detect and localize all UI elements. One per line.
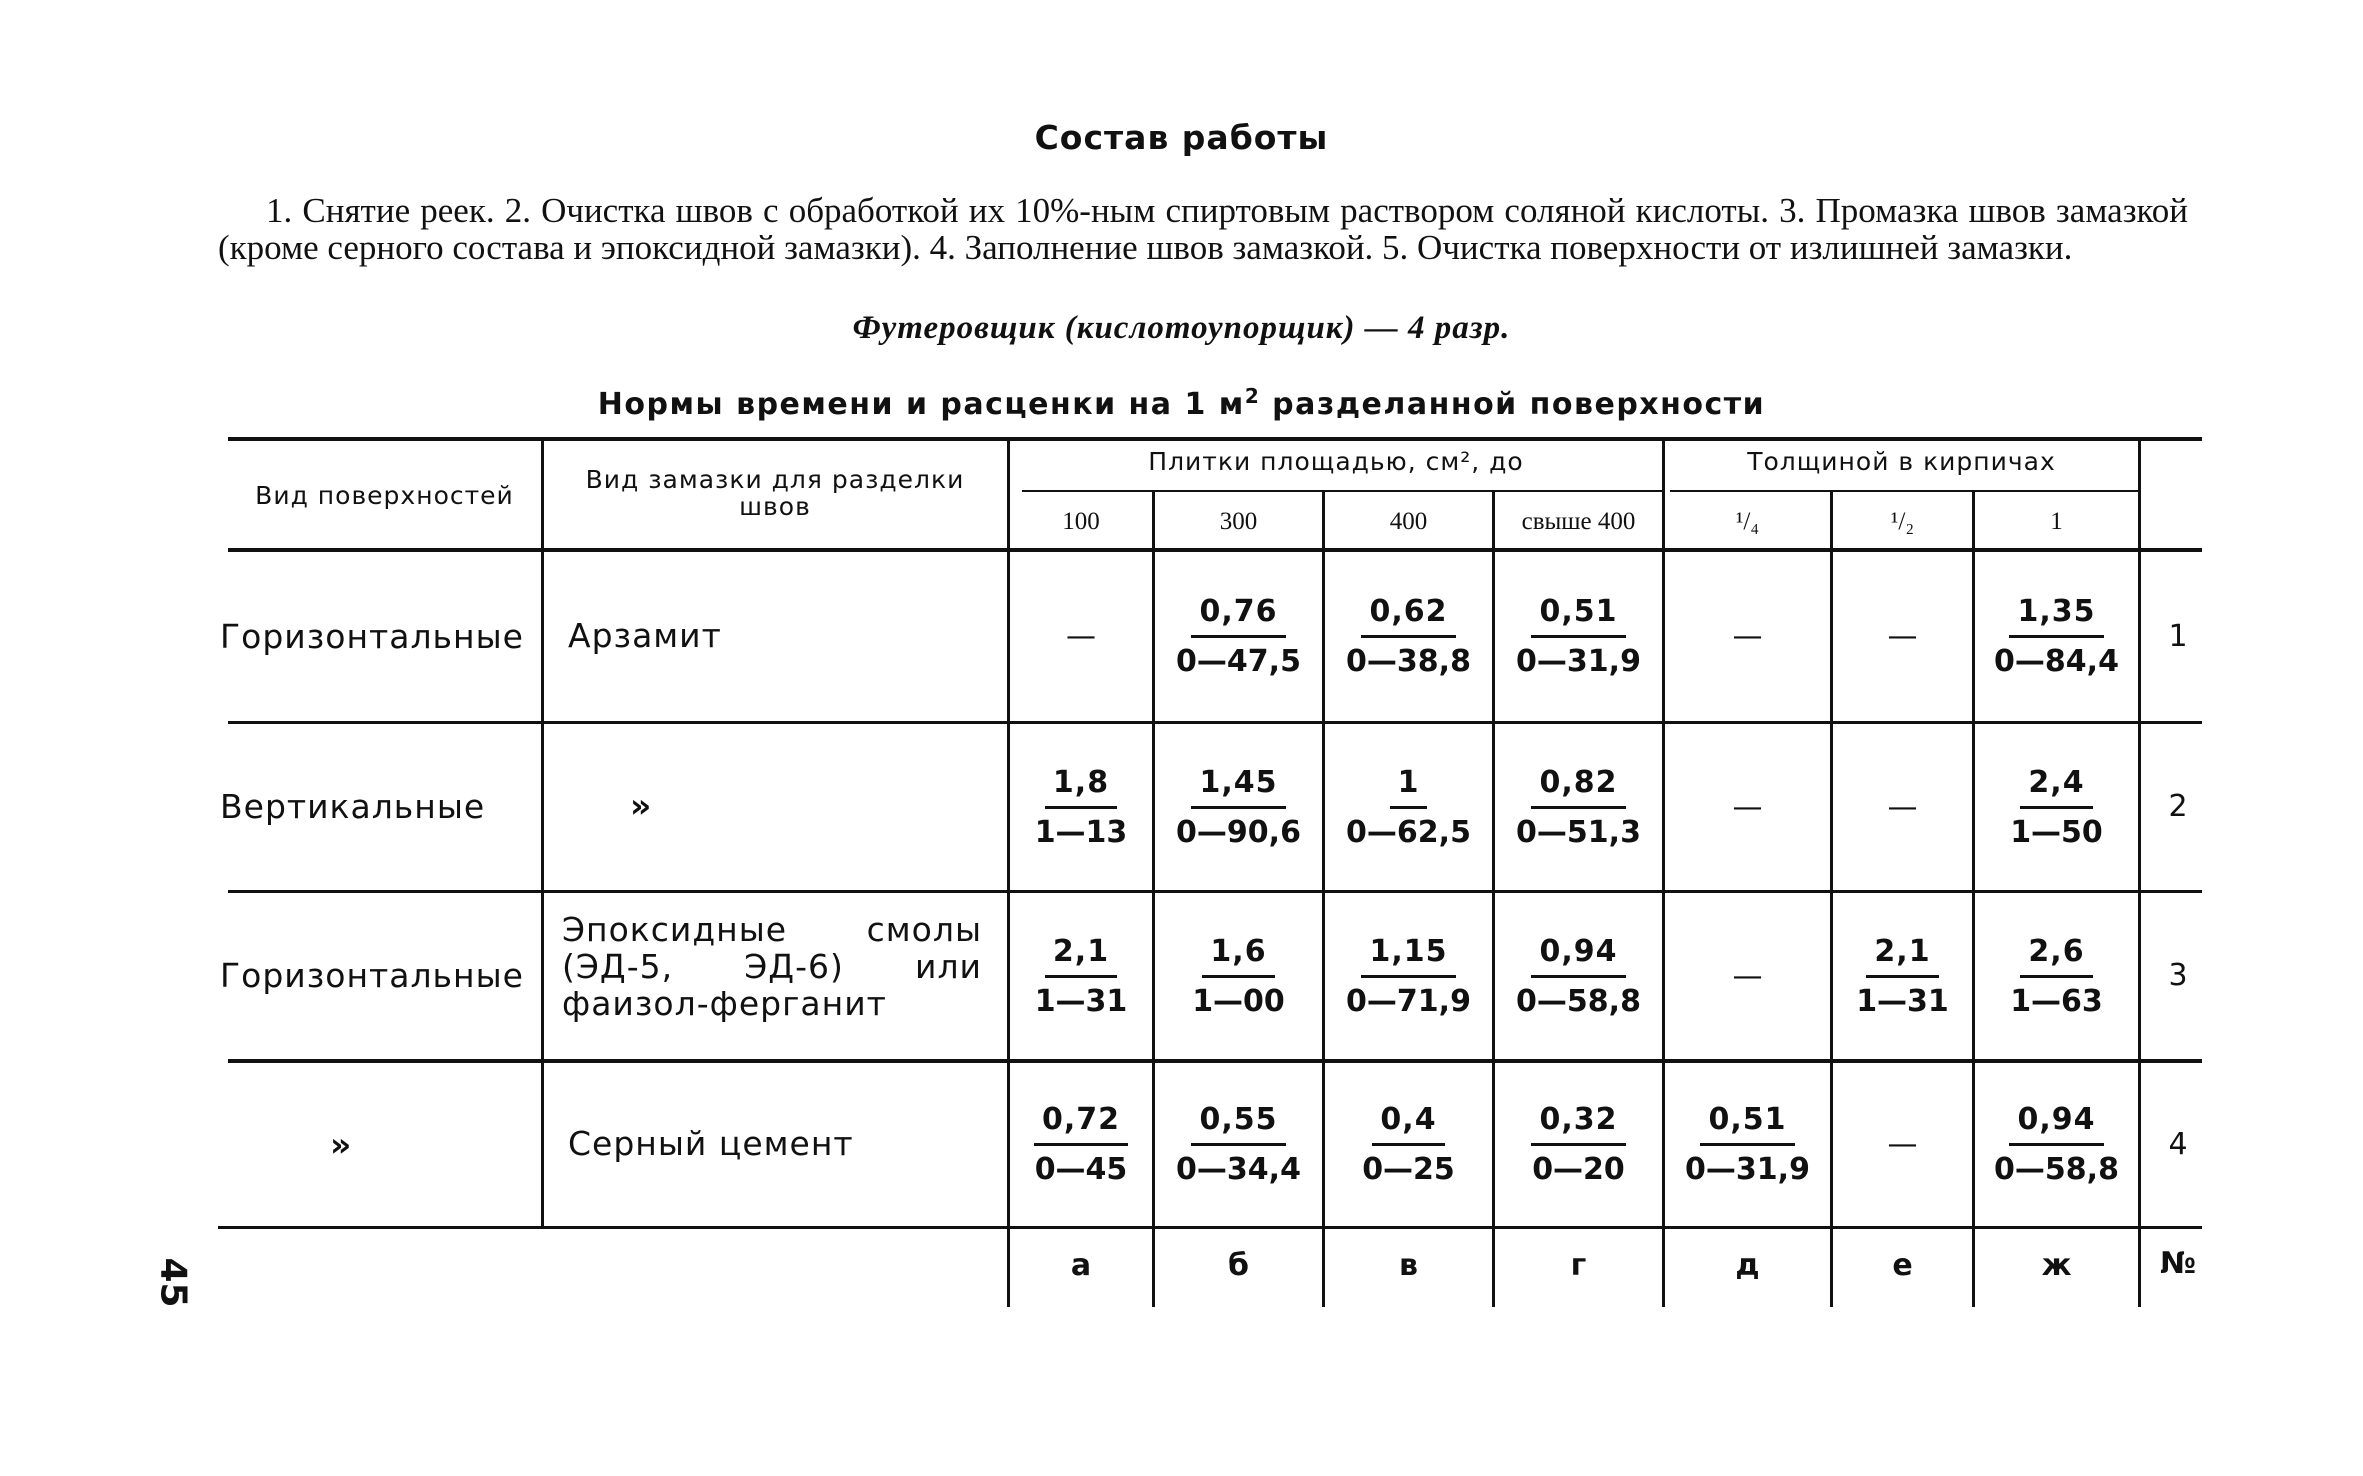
value-cell	[1665, 893, 1830, 1059]
rate-price: 0—58,8	[1994, 1152, 2119, 1187]
value-cell	[1833, 893, 1972, 1059]
time-norm: 0,76	[1191, 594, 1285, 638]
rate-price: 0—71,9	[1346, 983, 1471, 1019]
fraction	[1362, 1102, 1455, 1187]
column-letter: е	[1892, 1248, 1913, 1283]
value-cell	[1010, 552, 1152, 721]
time-norm: 0,51	[1700, 1102, 1794, 1146]
fraction	[1035, 765, 1128, 850]
value-cell	[1325, 893, 1492, 1059]
fraction	[1192, 934, 1285, 1019]
worker-grade: Футеровщик (кислотоупорщик) — 4 разр.	[852, 310, 1511, 346]
fraction	[1176, 765, 1301, 850]
value-cell	[1155, 893, 1322, 1059]
fraction	[1346, 934, 1471, 1019]
rate-price: 0—62,5	[1346, 814, 1471, 850]
column-letter: ж	[2041, 1248, 2072, 1283]
value-cell	[1975, 1063, 2138, 1226]
fraction	[1516, 594, 1641, 679]
dash-mark: —	[1732, 958, 1763, 994]
time-norm: 0,82	[1531, 765, 1625, 809]
time-norm: 2,1	[1866, 934, 1938, 978]
time-norm: 2,6	[2020, 934, 2092, 978]
rate-price: 0—45	[1034, 1152, 1128, 1187]
value-cell	[1495, 893, 1662, 1059]
value-cell	[1010, 724, 1152, 890]
fraction	[1856, 934, 1949, 1019]
col-rule-a	[541, 437, 544, 1229]
row-number: 4	[2168, 1126, 2188, 1162]
subheader-half: ¹/₂	[1890, 508, 1915, 535]
time-norm: 0,72	[1034, 1102, 1128, 1146]
section-heading: Состав работы	[1034, 118, 1329, 157]
number-label: №	[2159, 1246, 2197, 1281]
dash-mark: —	[1887, 619, 1918, 654]
time-norm: 1,35	[2009, 594, 2103, 638]
dash-mark: —	[1732, 789, 1763, 825]
subheader-300: 300	[1219, 508, 1258, 535]
fraction	[1176, 1102, 1301, 1187]
value-cell	[1495, 552, 1662, 721]
value-cell	[1495, 724, 1662, 890]
surface-cell: »	[330, 1124, 353, 1164]
fraction	[1994, 1102, 2119, 1187]
time-norm: 0,55	[1191, 1102, 1285, 1146]
value-cell	[1975, 724, 2138, 890]
dash-mark: —	[1066, 619, 1096, 654]
rate-price: 0—84,4	[1994, 644, 2119, 679]
time-norm: 1,15	[1361, 934, 1455, 978]
row-number: 3	[2168, 958, 2188, 993]
rate-price: 0—31,9	[1685, 1152, 1810, 1187]
row-number: 1	[2168, 618, 2188, 654]
fraction	[1035, 934, 1128, 1019]
value-cell	[1833, 1063, 1972, 1226]
rate-price: 0—20	[1532, 1152, 1625, 1187]
value-cell	[1833, 724, 1972, 890]
value-cell	[1155, 724, 1322, 890]
dash-mark: —	[1887, 1127, 1918, 1162]
col-rule-i	[2138, 437, 2141, 1307]
subheader-quarter: ¹/₄	[1735, 508, 1760, 535]
putty-cell: Серный цемент	[568, 1123, 854, 1163]
fraction	[1346, 594, 1471, 679]
group-rule-tiles	[1022, 490, 1662, 492]
group-rule-thickness	[1670, 490, 2140, 492]
time-norm: 0,62	[1361, 594, 1455, 638]
rate-price: 1—31	[1034, 983, 1128, 1019]
header-tiles-group: Плитки площадью, см², до	[1148, 447, 1524, 476]
dash-mark: —	[1887, 789, 1918, 825]
putty-cell: »	[630, 786, 653, 825]
table-top-rule	[228, 437, 2202, 441]
value-cell	[1975, 552, 2138, 721]
fraction	[1516, 765, 1641, 850]
rate-price: 1—13	[1034, 814, 1128, 850]
value-cell	[1010, 893, 1152, 1059]
subheader-over-400: свыше 400	[1521, 508, 1636, 535]
header-thickness-group: Толщиной в кирпичах	[1747, 447, 2056, 476]
time-norm: 0,94	[1531, 934, 1625, 978]
fraction	[1994, 594, 2119, 679]
row-rule-4	[218, 1226, 2202, 1229]
rate-price: 0—38,8	[1346, 644, 1471, 679]
rate-price: 0—90,6	[1176, 814, 1301, 850]
column-letter: д	[1735, 1248, 1760, 1283]
subheader-400: 400	[1389, 508, 1428, 535]
header-surface: Вид поверхностей	[255, 481, 514, 510]
column-letter: а	[1070, 1248, 1092, 1283]
value-cell	[1665, 1063, 1830, 1226]
time-norm: 0,94	[2009, 1102, 2103, 1146]
surface-cell: Горизонтальные	[220, 956, 524, 995]
rate-price: 0—47,5	[1176, 644, 1301, 679]
time-norm: 2,4	[2020, 765, 2092, 809]
time-norm: 1,45	[1191, 765, 1285, 809]
value-cell	[1833, 552, 1972, 721]
time-norm: 1,8	[1045, 765, 1117, 809]
rate-price: 0—58,8	[1516, 983, 1641, 1019]
putty-cell: Эпоксидные смолы (ЭД-5, ЭД-6) или фаизол-ферганит	[562, 910, 982, 1023]
surface-cell: Вертикальные	[220, 787, 486, 826]
surface-cell: Горизонтальные	[220, 616, 524, 656]
fraction	[1516, 934, 1641, 1019]
rate-price: 1—00	[1192, 983, 1285, 1019]
time-norm: 0,32	[1531, 1102, 1625, 1146]
rate-price: 0—25	[1362, 1152, 1455, 1187]
time-norm: 1,6	[1202, 934, 1274, 978]
fraction	[1034, 1102, 1128, 1187]
fraction	[1531, 1102, 1625, 1187]
table-caption: Нормы времени и расценки на 1 $м^2$ разделанной поверхности	[597, 384, 1766, 422]
putty-cell: Арзамит	[568, 615, 722, 655]
fraction	[2010, 934, 2103, 1019]
dash-mark: —	[1732, 619, 1763, 654]
value-cell	[1325, 1063, 1492, 1226]
rate-price: 1—50	[2010, 814, 2103, 850]
time-norm: 0,4	[1372, 1102, 1444, 1146]
rate-price: 0—31,9	[1516, 644, 1641, 679]
row-number: 2	[2168, 789, 2188, 824]
fraction	[1176, 594, 1301, 679]
subheader-100: 100	[1062, 508, 1100, 535]
value-cell	[1010, 1063, 1152, 1226]
page-number: 45	[152, 1257, 194, 1308]
rate-price: 1—63	[2010, 983, 2103, 1019]
value-cell	[1975, 893, 2138, 1059]
value-cell	[1325, 724, 1492, 890]
work-description: 1. Снятие реек. 2. Очистка швов с обработкой их 10%-ным спиртовым раствором соляной кислоты. 3. Промазка швов замазкой (кроме серного состава и эпоксидной замазки). 4. Заполнение швов замазкой. 5. Очистка поверхности от излишней замазки.	[218, 191, 2188, 267]
header-putty: Вид замазки для разделки швов	[585, 465, 965, 521]
column-letter: в	[1399, 1248, 1418, 1283]
time-norm: 0,51	[1531, 594, 1625, 638]
time-norm: 1	[1390, 765, 1428, 809]
column-letter: г	[1570, 1248, 1587, 1283]
value-cell	[1495, 1063, 1662, 1226]
value-cell	[1155, 552, 1322, 721]
subheader-one: 1	[2050, 508, 2063, 535]
fraction	[1685, 1102, 1810, 1187]
fraction	[2010, 765, 2103, 850]
fraction	[1346, 765, 1471, 850]
time-norm: 2,1	[1045, 934, 1117, 978]
column-letter: б	[1228, 1248, 1249, 1283]
value-cell	[1665, 724, 1830, 890]
value-cell	[1665, 552, 1830, 721]
rate-price: 0—34,4	[1176, 1152, 1301, 1187]
value-cell	[1155, 1063, 1322, 1226]
rate-price: 1—31	[1856, 983, 1949, 1019]
rate-price: 0—51,3	[1516, 814, 1641, 850]
value-cell	[1325, 552, 1492, 721]
